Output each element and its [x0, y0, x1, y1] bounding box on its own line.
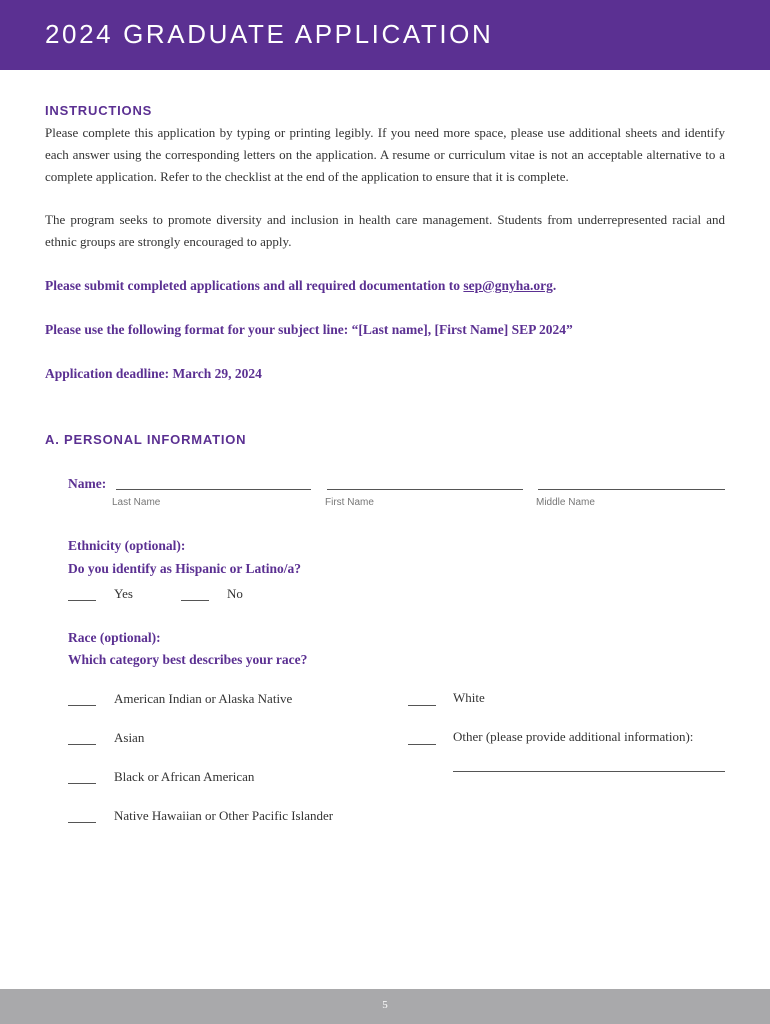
first-name-caption: First Name: [325, 497, 374, 508]
race-option-white: White: [453, 690, 485, 705]
ethnicity-no-blank[interactable]: [181, 600, 209, 601]
page-title: 2024 GRADUATE APPLICATION: [45, 19, 494, 49]
submit-suffix: .: [552, 278, 557, 293]
race-option-black: Black or African American: [114, 769, 255, 784]
ethnicity-yes-blank[interactable]: [68, 600, 96, 601]
race-option-blank[interactable]: [68, 822, 96, 823]
ethnicity-question: Do you identify as Hispanic or Latino/a?: [68, 561, 302, 576]
instructions-heading: INSTRUCTIONS: [45, 103, 153, 118]
footer-bar: [0, 989, 770, 1024]
race-option-american-indian: American Indian or Alaska Native: [114, 691, 293, 706]
race-question: Which category best describes your race?: [68, 652, 308, 667]
race-option-asian: Asian: [114, 730, 145, 745]
submit-instructions: [45, 278, 556, 294]
race-option-blank[interactable]: [408, 705, 436, 706]
instructions-paragraph-1: Please complete this application by typing or printing legibly. If you need more space, please use additional sheets and identify each answer using the corresponding letters on the application. A resume or curriculum vitae is not an acceptable alternative to a complete application. Refer to the checklist at the end of the application to ensure that it is complete.: [45, 125, 725, 184]
ethnicity-no-label: No: [227, 586, 243, 601]
race-option-blank[interactable]: [68, 744, 96, 745]
personal-info-heading: A. PERSONAL INFORMATION: [45, 432, 247, 447]
race-option-native-hawaiian: Native Hawaiian or Other Pacific Islander: [114, 808, 334, 823]
last-name-caption: Last Name: [112, 497, 161, 508]
race-option-blank[interactable]: [68, 705, 96, 706]
last-name-field[interactable]: [116, 489, 311, 490]
email-link[interactable]: sep@gnyha.org: [463, 278, 553, 293]
page-number: 5: [382, 999, 388, 1011]
first-name-field[interactable]: [327, 489, 523, 490]
application-deadline: Application deadline: March 29, 2024: [45, 366, 262, 381]
race-option-other: Other (please provide additional information):: [453, 729, 694, 744]
ethnicity-label: Ethnicity (optional):: [68, 538, 186, 553]
race-label: Race (optional):: [68, 630, 161, 645]
middle-name-field[interactable]: [538, 489, 725, 490]
middle-name-caption: Middle Name: [536, 497, 595, 508]
name-label: Name:: [68, 476, 107, 491]
instructions-paragraph-2: The program seeks to promote diversity and inclusion in health care management. Students from underrepresented racial and ethnic groups are strongly encouraged to apply.: [45, 212, 725, 249]
race-other-details-field[interactable]: [453, 771, 725, 772]
race-option-blank[interactable]: [68, 783, 96, 784]
submit-prefix: Please submit completed applications and all required documentation to: [45, 278, 464, 293]
header-bar: [0, 0, 770, 70]
subject-line-instructions: Please use the following format for your subject line: “[Last name], [First Name] SEP 2024”: [45, 322, 573, 337]
race-option-blank[interactable]: [408, 744, 436, 745]
ethnicity-yes-label: Yes: [114, 586, 133, 601]
